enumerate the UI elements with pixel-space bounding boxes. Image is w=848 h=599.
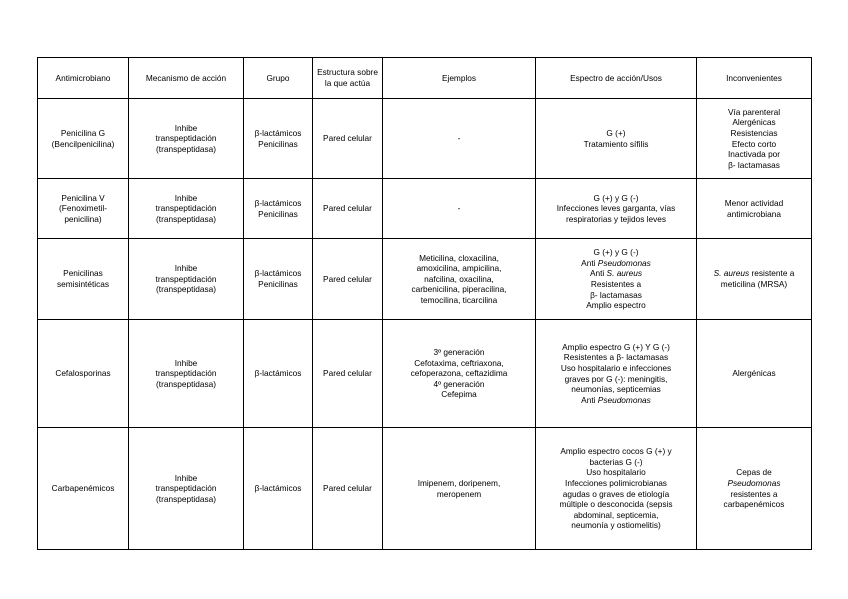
text-segment: múltiple o desconocida (sepsis: [559, 499, 673, 510]
text-segment: Anti: [581, 257, 598, 268]
cell-ejemplos: [383, 179, 536, 239]
cell-line: [539, 290, 693, 301]
text-segment: Resistentes a β- lactamasas: [563, 352, 669, 363]
cell-line: [539, 268, 693, 279]
cell-inconvenientes: [697, 179, 812, 239]
cell-line: [539, 520, 693, 531]
cell-line: [700, 209, 808, 220]
cell-line: -: [457, 133, 461, 144]
cell-antimicrobiano: [38, 179, 129, 239]
cell-antimicrobiano: [38, 320, 129, 428]
cell-line: [700, 279, 808, 290]
cell-espectro: [536, 239, 697, 320]
cell-line: transpeptidación: [155, 483, 217, 494]
cell-antimicrobiano: [38, 428, 129, 550]
cell-estructura: Pared celular: [313, 179, 383, 239]
table-row: [38, 320, 812, 428]
cell-line: temocilina, ticarcilina: [420, 294, 498, 305]
cell-mecanismo: [129, 428, 244, 550]
cell-line: [539, 467, 693, 478]
cell-grupo: [244, 239, 313, 320]
cell-grupo: [244, 179, 313, 239]
cell-line: (Fenoximetil-: [59, 203, 107, 214]
header-estructura: Estructura sobre la que actúa: [313, 58, 383, 99]
cell-line: (transpeptidasa): [156, 143, 216, 154]
cell-line: nafcilina, oxacilina,: [424, 273, 494, 284]
cell-line: [539, 499, 693, 510]
cell-line: [700, 160, 808, 171]
cell-line: [539, 478, 693, 489]
cell-mecanismo: [129, 179, 244, 239]
text-segment: G (+) y G (-): [593, 192, 639, 203]
cell-line: [700, 467, 808, 478]
cell-grupo: [244, 320, 313, 428]
cell-line: (transpeptidasa): [156, 213, 216, 224]
cell-line: [539, 300, 693, 311]
cell-line: [700, 149, 808, 160]
cell-line: [539, 203, 693, 214]
cell-ejemplos: [383, 320, 536, 428]
cell-line: Penicilina V: [61, 192, 105, 203]
cell-line: [539, 352, 693, 363]
cell-line: [700, 368, 808, 379]
cell-line: [539, 384, 693, 395]
cell-line: Inhibe: [174, 192, 198, 203]
cell-line: amoxicilina, ampicilina,: [416, 263, 502, 274]
cell-line: Carbapenémicos: [51, 483, 115, 494]
cell-line: [700, 499, 808, 510]
cell-estructura: Pared celular: [313, 320, 383, 428]
text-segment: Amplio espectro: [586, 300, 646, 311]
text-segment: Efecto corto: [731, 138, 777, 149]
table-row: [38, 239, 812, 320]
cell-line: Cefalosporinas: [55, 368, 111, 379]
text-segment: graves por G (-): meningitis,: [564, 373, 668, 384]
cell-line: Meticilina, cloxacilina,: [419, 252, 499, 263]
cell-line: penicilina): [64, 213, 102, 224]
text-segment: G (+): [606, 127, 626, 138]
cell-line: 3º generación: [433, 347, 485, 358]
text-segment: neumonías, septicemias: [571, 384, 661, 395]
cell-ejemplos: [383, 428, 536, 550]
text-segment: Infecciones polimicrobianas: [565, 477, 667, 488]
table-body: [38, 99, 812, 550]
cell-line: Penicilinas: [258, 279, 298, 289]
cell-line: β-lactámicos: [254, 197, 302, 208]
cell-line: [700, 268, 808, 279]
text-segment: Infecciones leves garganta, vías: [556, 203, 676, 214]
cell-line: (Bencilpenicilina): [51, 138, 115, 149]
cell-line: [539, 247, 693, 258]
table-row: [38, 428, 812, 550]
cell-line: Cefotaxima, ceftriaxona,: [414, 357, 504, 368]
text-segment: Inactivada por: [727, 149, 781, 160]
cell-line: [539, 489, 693, 500]
cell-line: [539, 279, 693, 290]
text-segment: Vía parenteral: [727, 106, 781, 117]
italic-text: Pseudomonas: [597, 394, 651, 405]
cell-line: Penicilina G: [60, 127, 106, 138]
text-segment: Alergénicas: [732, 368, 776, 379]
text-segment: bacterias G (-): [589, 456, 643, 467]
text-segment: Alergénicas: [732, 117, 776, 128]
header-grupo: Grupo: [244, 58, 313, 99]
cell-line: Penicilinas: [63, 268, 103, 279]
cell-line: 4º generación: [433, 378, 485, 389]
text-segment: respiratorias y tejidos leves: [565, 213, 667, 224]
header-ejemplos: Ejemplos: [383, 58, 536, 99]
cell-line: Penicilinas: [258, 208, 298, 219]
text-segment: Resistencias: [730, 127, 778, 138]
cell-line: [700, 139, 808, 150]
cell-inconvenientes: [697, 428, 812, 550]
text-segment: Resistentes a: [590, 279, 642, 289]
text-segment: Cepas de: [736, 467, 772, 478]
cell-line: β-lactámicos: [254, 368, 302, 379]
header-espectro: Espectro de acción/Usos: [536, 58, 697, 99]
cell-antimicrobiano: [38, 99, 129, 179]
cell-inconvenientes: [697, 99, 812, 179]
cell-mecanismo: [129, 99, 244, 179]
header-antimicrobiano: Antimicrobiano: [38, 58, 129, 99]
italic-text: S. aureus: [606, 268, 643, 279]
cell-line: [700, 198, 808, 209]
text-segment: G (+) y G (-): [593, 247, 639, 258]
cell-line: Imipenem, doripenem,: [417, 477, 501, 488]
cell-line: β-lactámicos: [254, 483, 302, 494]
cell-line: transpeptidación: [155, 273, 217, 284]
cell-line: (transpeptidasa): [156, 493, 216, 504]
cell-espectro: [536, 99, 697, 179]
cell-grupo: [244, 99, 313, 179]
cell-estructura: Pared celular: [313, 239, 383, 320]
cell-line: β-lactámicos: [254, 268, 302, 279]
cell-line: Inhibe: [174, 472, 198, 483]
text-segment: Amplio espectro G (+) Y G (-): [562, 341, 670, 352]
table-row: [38, 179, 812, 239]
cell-espectro: [536, 428, 697, 550]
cell-line: Penicilinas: [258, 138, 298, 149]
cell-line: [539, 395, 693, 406]
table-row: [38, 99, 812, 179]
text-segment: Uso hospitalario e infecciones: [560, 362, 672, 373]
cell-line: [539, 139, 693, 150]
cell-line: transpeptidación: [155, 368, 217, 379]
cell-line: transpeptidación: [155, 203, 217, 214]
cell-mecanismo: [129, 239, 244, 320]
cell-mecanismo: [129, 320, 244, 428]
cell-line: cefoperazona, ceftazidima: [410, 368, 508, 379]
cell-estructura: Pared celular: [313, 428, 383, 550]
cell-line: [539, 342, 693, 353]
cell-grupo: [244, 428, 313, 550]
text-segment: β- lactamasas: [590, 289, 642, 300]
text-segment: Amplio espectro cocos G (+) y: [560, 446, 672, 457]
cell-line: [700, 478, 808, 489]
text-segment: Anti: [589, 268, 607, 279]
text-segment: β- lactamasas: [728, 159, 780, 170]
cell-line: semisintéticas: [56, 279, 110, 289]
cell-line: meropenem: [436, 488, 482, 499]
header-inconvenientes: Inconvenientes: [697, 58, 812, 99]
cell-line: [539, 128, 693, 139]
text-segment: resistente a: [749, 268, 795, 279]
cell-line: [539, 193, 693, 204]
cell-line: β-lactámicos: [254, 127, 302, 138]
text-segment: resistentes a: [730, 488, 778, 499]
cell-ejemplos: [383, 239, 536, 320]
cell-espectro: [536, 179, 697, 239]
text-segment: antimicrobiana: [727, 208, 781, 219]
text-segment: abdominal, septicemia,: [573, 509, 659, 520]
cell-espectro: [536, 320, 697, 428]
cell-line: Inhibe: [174, 357, 198, 368]
cell-antimicrobiano: [38, 239, 129, 320]
cell-line: [539, 457, 693, 468]
cell-inconvenientes: [697, 239, 812, 320]
cell-line: [539, 258, 693, 269]
cell-line: [700, 107, 808, 118]
cell-line: [700, 128, 808, 139]
table-header-row: [38, 58, 812, 99]
cell-line: (transpeptidasa): [156, 378, 216, 389]
cell-estructura: Pared celular: [313, 99, 383, 179]
antimicrobial-table: [37, 57, 812, 550]
cell-inconvenientes: [697, 320, 812, 428]
text-segment: agudas o graves de etiología: [562, 488, 670, 499]
text-segment: meticilina (MRSA): [720, 279, 788, 289]
text-segment: Anti: [581, 394, 598, 405]
italic-text: Pseudomonas: [727, 477, 781, 488]
text-segment: neumonía y ostiomelitis): [571, 520, 661, 531]
cell-line: [700, 117, 808, 128]
cell-line: [539, 446, 693, 457]
cell-line: -: [457, 203, 461, 214]
cell-line: [539, 510, 693, 521]
text-segment: Tratamiento sífilis: [583, 138, 649, 149]
cell-line: [700, 489, 808, 500]
cell-line: transpeptidación: [155, 133, 217, 144]
cell-line: carbenicilina, piperacilina,: [411, 284, 507, 295]
italic-text: Pseudomonas: [597, 257, 651, 268]
text-segment: Uso hospitalario: [586, 467, 646, 478]
cell-line: Inhibe: [174, 122, 198, 133]
cell-line: [539, 214, 693, 225]
cell-line: Inhibe: [174, 263, 198, 274]
header-mecanismo: Mecanismo de acción: [129, 58, 244, 99]
cell-line: (transpeptidasa): [156, 284, 216, 295]
italic-text: S. aureus: [713, 268, 750, 279]
cell-line: [539, 374, 693, 385]
cell-line: [539, 363, 693, 374]
text-segment: carbapenémicos: [723, 499, 785, 510]
cell-ejemplos: [383, 99, 536, 179]
cell-line: Cefepima: [441, 389, 477, 400]
text-segment: Menor actividad: [724, 197, 784, 208]
